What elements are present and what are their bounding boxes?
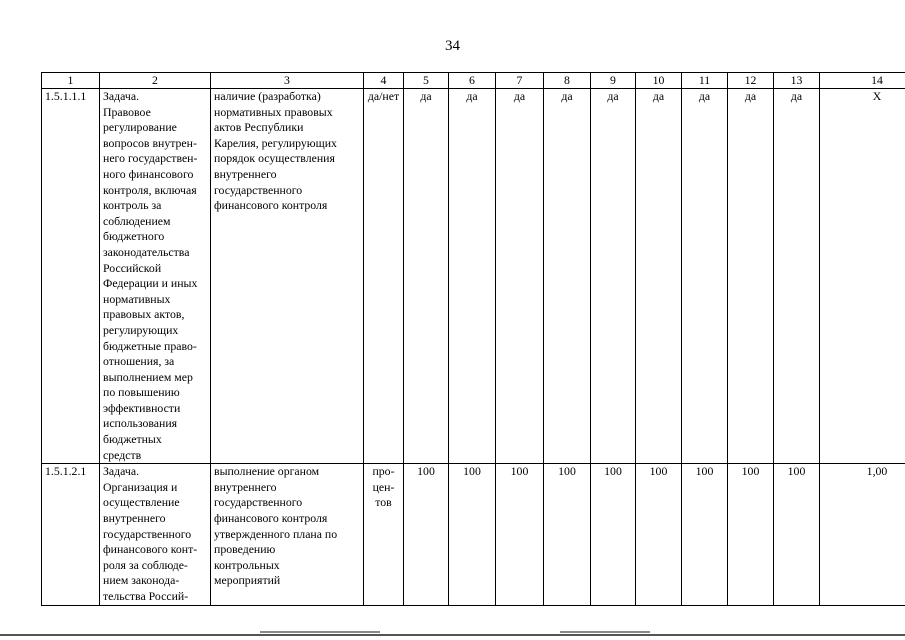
header-cell: 1	[42, 73, 100, 89]
header-row	[42, 73, 905, 89]
row-value: 100	[682, 464, 728, 605]
row-value: да	[774, 89, 820, 464]
row-task: Задача. Правовое регулирование вопросов внутрен- него государствен- ного финансового контроля, включая контроль за соблюдением бюджетного законодательства Российской Федерации и иных нормативных правовых актов, регулирующих бюджетные право- отношения, за выполнением мер по повышению эффективности использования бюджетных средств	[100, 89, 211, 464]
row-code: 1.5.1.2.1	[42, 464, 100, 605]
row-value: 100	[496, 464, 544, 605]
scan-artifact-line	[560, 631, 650, 633]
row-value: 100	[449, 464, 496, 605]
row-value: 100	[774, 464, 820, 605]
row-value: 100	[728, 464, 774, 605]
row-last: Х	[820, 89, 905, 464]
scan-artifact-line	[0, 634, 905, 636]
row-unit: да/нет	[364, 89, 404, 464]
page-number: 34	[445, 38, 460, 54]
row-value: да	[404, 89, 449, 464]
indicators-table	[41, 72, 905, 606]
row-value: да	[636, 89, 682, 464]
row-value: да	[591, 89, 636, 464]
row-indicator: наличие (разработка) нормативных правовых актов Республики Карелия, регулирующих порядок осуществления внутреннего государственного финансового контроля	[211, 89, 364, 464]
header-cell: 2	[100, 73, 211, 89]
table-row	[42, 464, 905, 605]
row-indicator: выполнение органом внутреннего государственного финансового контроля утвержденного плана по проведению контрольных мероприятий	[211, 464, 364, 605]
row-value: да	[728, 89, 774, 464]
row-value: да	[544, 89, 591, 464]
row-value: 100	[404, 464, 449, 605]
header-cell: 14	[820, 73, 905, 89]
row-unit: про- цен- тов	[364, 464, 404, 605]
header-cell: 9	[591, 73, 636, 89]
header-cell: 5	[404, 73, 449, 89]
header-cell: 8	[544, 73, 591, 89]
header-cell: 10	[636, 73, 682, 89]
row-value: 100	[544, 464, 591, 605]
scan-artifact-line	[260, 631, 380, 633]
row-value: да	[449, 89, 496, 464]
table-row	[42, 89, 905, 464]
row-last: 1,00	[820, 464, 905, 605]
header-cell: 7	[496, 73, 544, 89]
row-value: 100	[636, 464, 682, 605]
row-value: да	[496, 89, 544, 464]
header-cell: 3	[211, 73, 364, 89]
row-value: да	[682, 89, 728, 464]
header-cell: 4	[364, 73, 404, 89]
row-code: 1.5.1.1.1	[42, 89, 100, 464]
header-cell: 11	[682, 73, 728, 89]
row-task: Задача. Организация и осуществление внутреннего государственного финансового конт- роля за соблюде- нием законода- тельства Россий-	[100, 464, 211, 605]
header-cell: 13	[774, 73, 820, 89]
header-cell: 12	[728, 73, 774, 89]
header-cell: 6	[449, 73, 496, 89]
row-value: 100	[591, 464, 636, 605]
